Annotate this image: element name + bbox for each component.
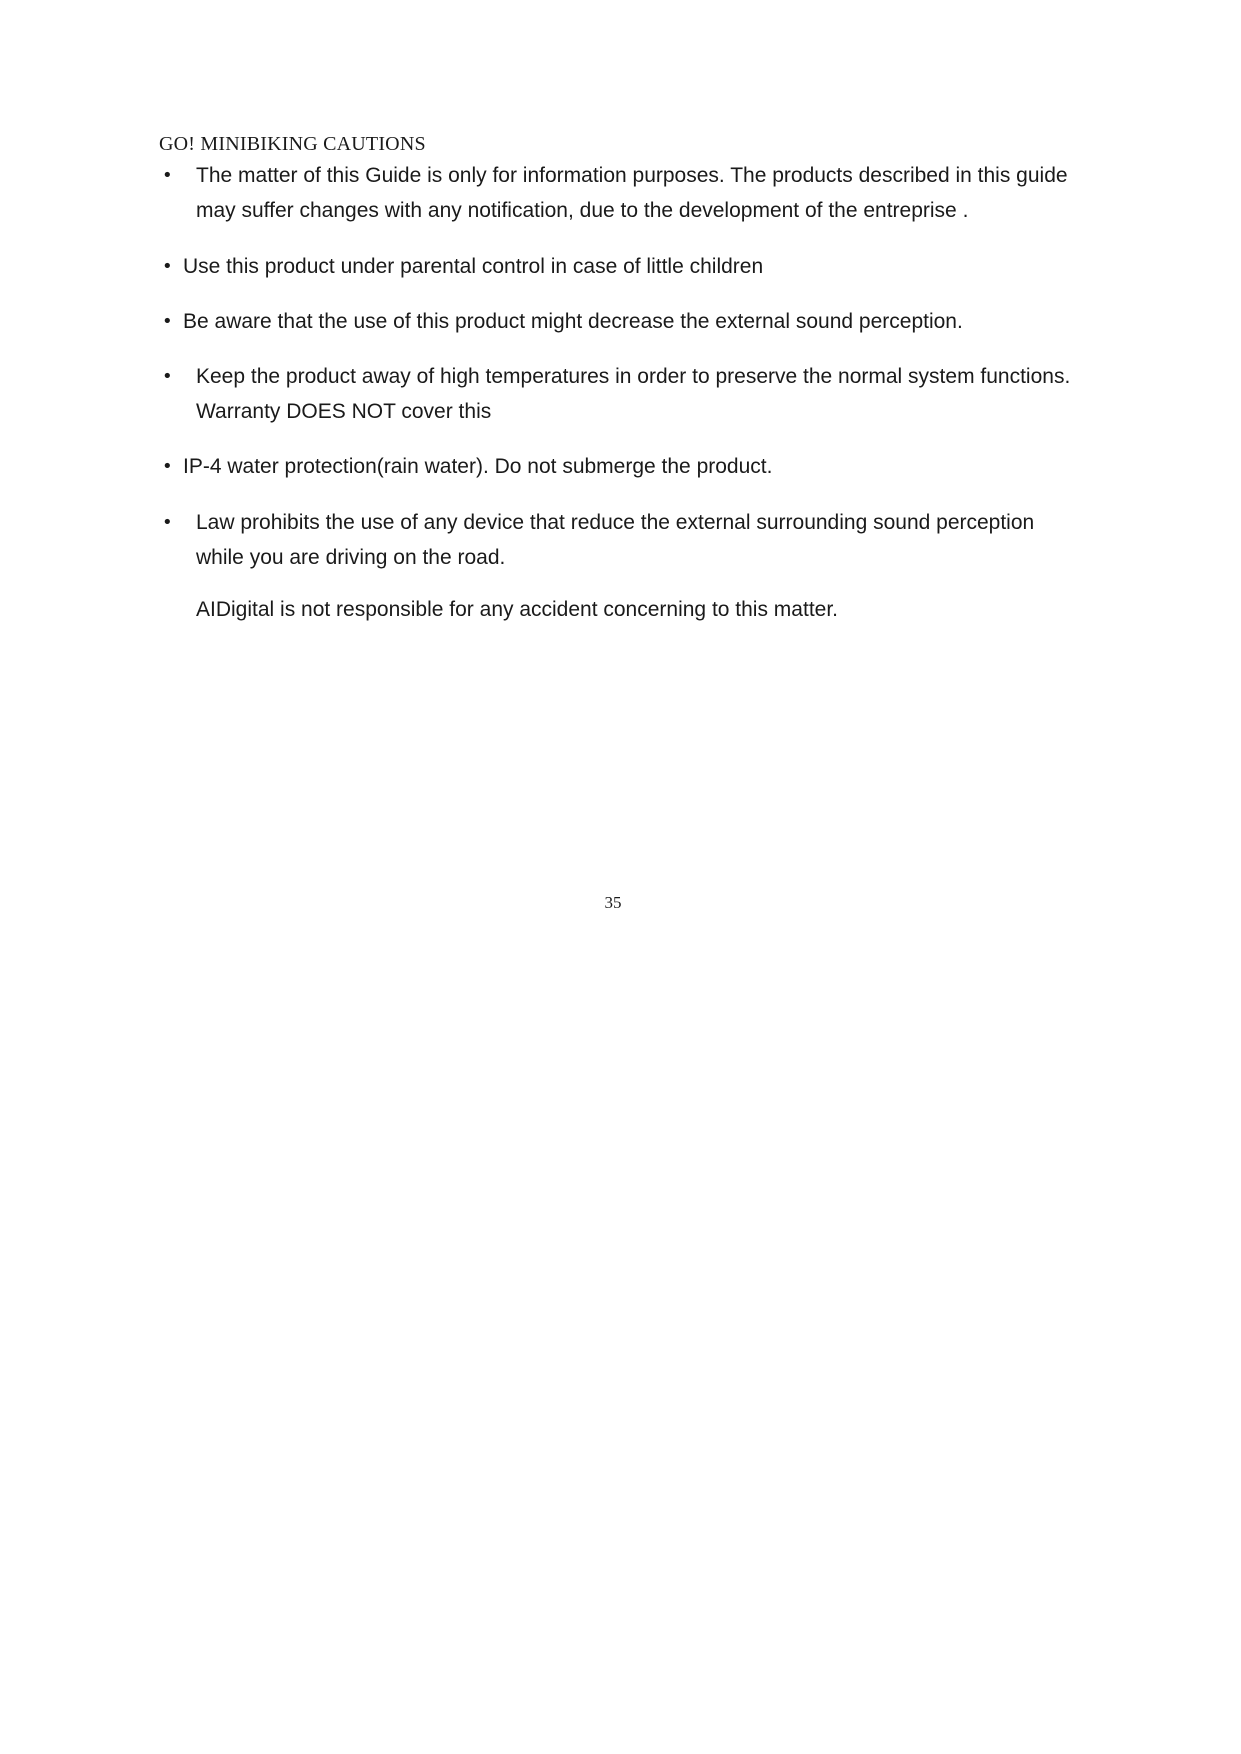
responsibility-note: AIDigital is not responsible for any accident concerning to this matter.: [196, 598, 838, 621]
caution-item-text: Be aware that the use of this product might decrease the external sound perception.: [183, 310, 963, 333]
caution-item-driving-law: [196, 505, 1076, 575]
bullet-icon: •: [162, 311, 173, 332]
caution-item-water-protection: [183, 449, 1113, 484]
bullet-icon: •: [162, 456, 173, 477]
bullet-icon: •: [162, 512, 173, 533]
caution-item-text: Law prohibits the use of any device that reduce the external surrounding sound perception while you are driving on the road.: [196, 511, 1035, 569]
caution-item-text: Keep the product away of high temperatures in order to preserve the normal system functions. Warranty DOES NOT cover this: [196, 365, 1071, 423]
bullet-icon: •: [162, 366, 173, 387]
caution-item-text: The matter of this Guide is only for information purposes. The products described in this guide may suffer changes with any notification, due to the development of the entreprise .: [196, 164, 1068, 222]
page-heading: GO! MINIBIKING CAUTIONS: [159, 133, 426, 155]
caution-item-high-temperatures: [196, 359, 1106, 429]
caution-item-sound-perception: [183, 304, 1113, 339]
caution-item-parental-control: [183, 249, 1113, 284]
page-number: 35: [604, 893, 622, 912]
caution-item-information-purposes: [196, 158, 1106, 228]
bullet-icon: •: [162, 165, 173, 186]
bullet-icon: •: [162, 256, 173, 277]
caution-item-text: IP-4 water protection(rain water). Do not submerge the product.: [183, 455, 773, 478]
caution-item-text: Use this product under parental control in case of little children: [183, 255, 764, 278]
